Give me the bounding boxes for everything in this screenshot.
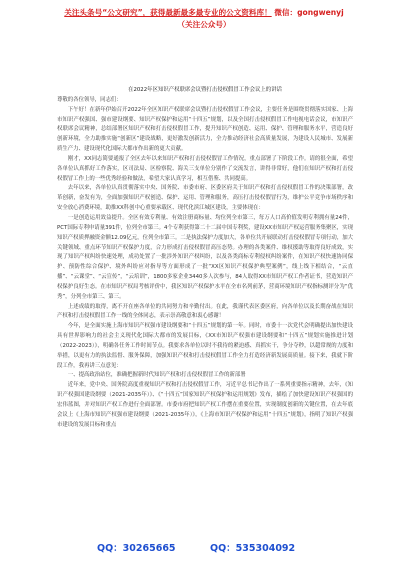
footer-qq-secondary: QQ：535304092 <box>210 543 296 554</box>
header-banner <box>0 0 408 52</box>
footer-qq-primary: QQ：30265665 <box>97 543 176 554</box>
banner-subline: （关注公众号） <box>177 20 231 29</box>
banner-promo-text: 关注头条号“公文研究”，获得最新最多最专业的公文资料库！ <box>64 8 272 17</box>
section-heading: 一、提高政治站位，准确把握新时代知识产权和打击侵权假冒工作的新部署 <box>67 372 246 379</box>
banner-line <box>20 8 388 18</box>
paragraph: 上述成绩的取得，离不开在座各单位的共同努力和辛勤付出。在此，我谨代表区委区府，向各单位以及长期奋战在知识产权和打击侵权假冒工作一线的全体同志，表示崇高敬意和衷心感谢！ <box>57 303 353 320</box>
document-salutation: 尊敬的各位领导，同志们： <box>57 96 122 103</box>
document-body <box>57 86 353 524</box>
document-title: 在2022年区知识产权联席会议暨打击侵权假冒工作会议上的讲话 <box>128 87 282 93</box>
footer-contacts <box>0 538 408 560</box>
paragraph: 近年来，党中央、国务院高度重视知识产权和打击侵权假冒工作，习近平总书记作出了一系列重要指示精神，去年，《知识产权强国建设纲要（2021-2035年）》、《“十四五”国家知识产权保护和运用规划》发布，描绘了加快建设知识产权强国的宏伟蓝图，并对知识产权工作进行全面部署。市委市府把知识产权工作摆在重要位置，实现制度创新的关键位置，在去年底会议上《上海市知识产权强市建设纲要（2021-2035年）》，《上海市知识产权保护和运用“十四五”规划》，指明了知识产权强市建设的发展目标和重点 <box>57 382 353 428</box>
paragraph: 下午好！在新年伊始召开2022年全区知识产权联席会议暨打击侵权假冒工作会议，主要任务是围绕贯彻落实国家、上海市知识产权强国、强市建设纲要、知识产权保护和运用“十四五”规划，以及全国打击侵权假冒工作电视电话会议，市知识产权联席会议精神，总结部署区知识产权和打击侵权假冒工作，提升知识产权创造、运用、保护、管理和服务水平，营造良好创新环境，全力助推实施“创新区”建设战略，更好激发创新活力，全力推动经济社会高质量发展，为建设人民城市、发展新质生产力、建设现代化国际大都市作出新的更大贡献。 <box>57 106 353 153</box>
paragraph: 今年，是全面实施上海市知识产权强市建设纲要和“十四五”规划的第一年。同时，市委十一次党代会明确提出加快建设具有世界影响力的社会主义现代化国际大都市的发展目标，《XX市知识产权强市建设纲要和“十四五”规划实施推进计划（2022-2023）》，明确各任务工作时间节点。我要求各单位以时不我待的紧迫感、真抓实干，争分夺秒，以超常规的力度和举措，以更有力的执法监督、服务保障，加强知识产权和打击侵权假冒工作全力打造经济新发展高质量。接下来，我就下阶段工作，我再讲三点意见： <box>57 323 353 369</box>
paragraph: 去年以来，各单位认真贯彻落实中央、国务院、市委市府、区委区府关于知识产权和打击侵权假冒工作的决策部署，改革创新，奋发有为，全面加强知识产权创造、保护、运用、管理和服务，高压打击侵权假冒行为，维护公平竞争市场秩序和安全放心消费环境，助推XX科创中心重要承载区、现代化滨江城区建设，主要体现在： <box>57 185 353 212</box>
banner-wechat-id: 微信：gongwenyj <box>274 8 344 17</box>
paragraph: 一是创造运用效益提升。全区有效专利量、有效注册商标量、均位列全市第三，每万人口高价值发明专利拥有量24件，PCT国际专利申请量391件，位列全市第三。4个专利获得第二十二届中国专利奖，建设XX市知识产权运营服务集聚区，实现知识产权质押融资金额12.09亿元，位列全市第三。二是执法保护力度加大，各单位共开展联动打击侵权假冒专项行动，加大关键领域、重点环节知识产权保护力度，合力形成打击侵权假冒高压态势。办理的各类案件、维权援助等取得良好成效，实现了知识产权纠纷快速处理，成功处置了一批涉外知识产权纠纷，以及各类商标专利侵权纠纷案件，在知识产权快速协同保护、预防性综合保护、境外纠纷应对指导等方面形成了一批“XX区知识产权保护典型案例”，线上线下相结合，“云直播”、“云课堂”、“云宣传”，“云培训”，1800多家企业3440多人次参与，84人取得XX市知识产权工作者证书，营造知识产权保护良好生态。在市知识产权局考核评价中，我区知识产权保护水平在全市名列前茅，营商环境知识产权指标测评分为“优秀”，分列全市第三、第三。 <box>57 214 353 300</box>
paragraph: 刚才，XX同志简要通报了全区去年以来知识产权和打击侵权假冒工作情况，重点部署了下阶段工作。请的很全面，希望各单位认真抓好工作落实，区司法局、区检察院、海关三支单位分别作了交流发言，讲得非常好，他们在知识产权和打击侵权假冒工作上的一些优秀经验和做法，希望大家认真学习，相互借鉴、共同提高。 <box>57 155 353 182</box>
